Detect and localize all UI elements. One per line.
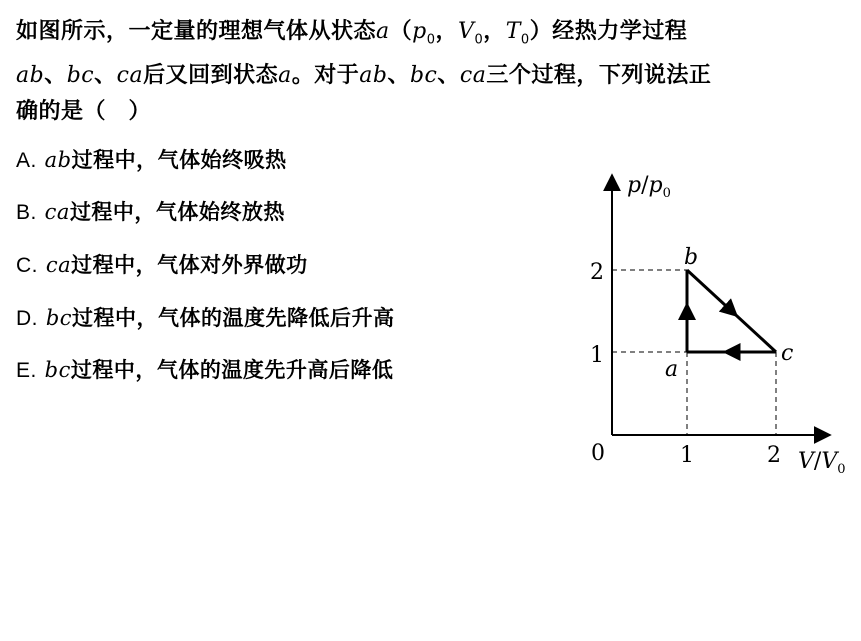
option-letter: D. [16,307,38,330]
x-tick-2: 2 [767,443,781,468]
process-ca: ca [459,63,487,89]
process-ab: ab [359,63,388,89]
y-tick-2: 2 [590,260,604,285]
process-ca: ca [116,63,144,89]
point-label-c: c [781,341,794,366]
paren: （ [389,19,413,44]
comma: ， [435,19,459,44]
stem-line-1 [16,14,846,58]
label-v: V [821,449,838,474]
stem-line-2 [16,58,846,94]
question-stem [16,14,846,130]
option-letter: C. [16,254,38,277]
option-text: 过程中，气体始终放热 [69,200,285,224]
option-letter: B. [16,201,37,224]
option-letter: A. [16,149,37,172]
stem-line-3 [16,94,846,130]
process-bc-line [687,270,776,352]
paren: ） [529,19,553,44]
option-b[interactable] [16,196,285,226]
separator: 、 [437,63,460,89]
p0-symbol: p [412,19,427,44]
label-p: p [627,173,642,198]
stem-text: 经热力学过程 [552,19,688,44]
label-v: V [798,449,814,474]
option-c[interactable] [16,249,308,279]
process-bc: bc [66,63,95,89]
origin-label: 0 [591,441,605,466]
stem-text: 后又回到状态 [143,63,279,89]
option-process: ca [45,253,72,277]
stem-text: 如图所示，一定量的理想气体从状态 [16,19,377,44]
guide-lines [612,270,776,435]
option-process: bc [44,358,71,382]
label-subscript: 0 [837,462,846,477]
subscript: 0 [520,32,530,48]
label-slash: / [813,449,822,474]
option-process: bc [45,306,73,330]
x-tick-1: 1 [680,443,694,468]
separator: 、 [94,63,117,89]
y-axis-label [627,173,671,201]
label-p: p [648,173,663,198]
cycle-path [687,270,776,352]
separator: 、 [387,63,410,89]
stem-text: 三个过程，下列说法正 [486,63,712,89]
point-label-b: b [684,245,699,270]
label-slash: / [641,173,649,198]
state-a: a [278,63,292,89]
point-label-a: a [665,357,679,382]
comma: ， [483,19,506,44]
stem-text: 确的是（ ） [16,99,152,125]
option-a[interactable] [16,144,287,174]
option-text: 过程中，气体始终吸热 [71,148,287,172]
label-subscript: 0 [662,186,671,201]
option-text: 过程中，气体的温度先升高后降低 [70,358,394,382]
separator: 、 [44,63,67,89]
option-text: 过程中，气体的温度先降低后升高 [72,306,395,330]
option-d[interactable] [16,302,395,332]
t0-symbol: T [505,19,521,44]
state-a: a [376,19,390,44]
option-process: ca [44,200,70,224]
stem-text: 。对于 [291,63,360,89]
option-e[interactable] [16,354,393,384]
option-letter: E. [16,359,37,382]
x-axis-label [798,449,845,477]
option-process: ab [44,148,72,172]
v0-symbol: V [458,19,475,44]
subscript: 0 [474,32,484,48]
y-tick-1: 1 [590,343,604,368]
subscript: 0 [426,32,436,48]
process-bc: bc [409,63,438,89]
option-text: 过程中，气体对外界做功 [71,253,308,277]
process-ab: ab [16,63,45,89]
